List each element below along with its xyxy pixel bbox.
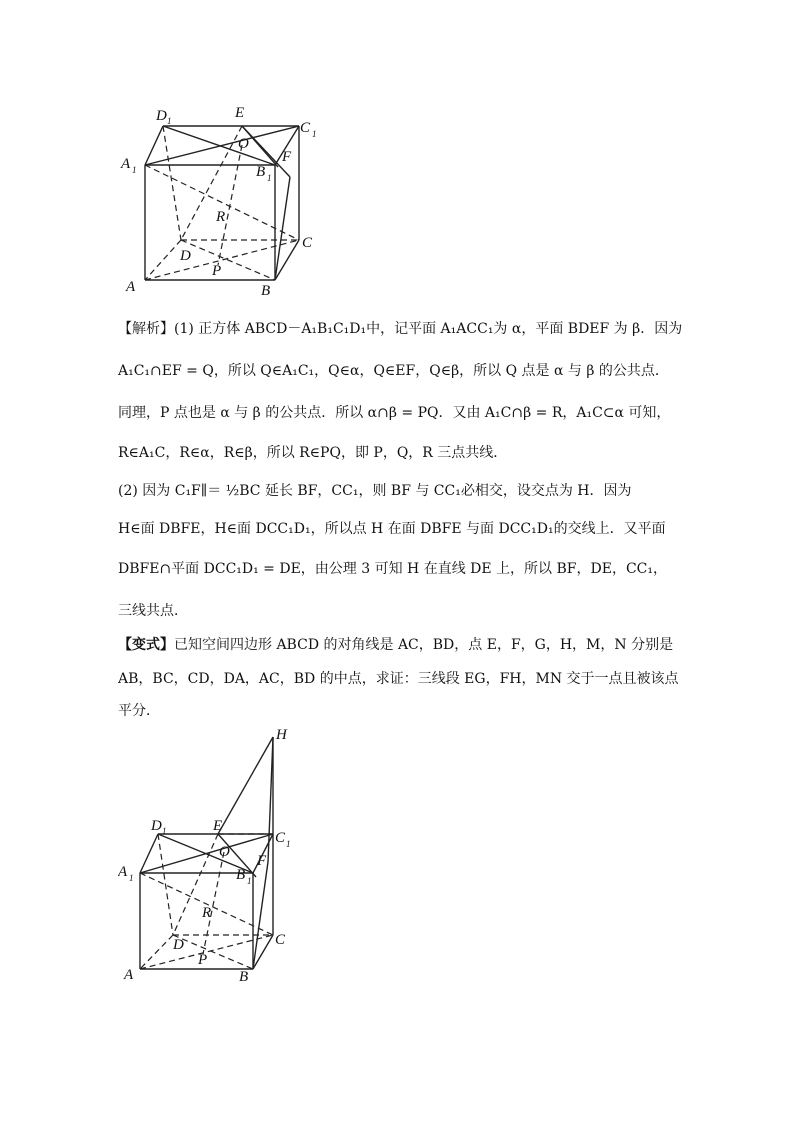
line-FB [253, 862, 268, 969]
svg-text:1: 1 [167, 116, 172, 126]
label-F: F [257, 853, 267, 869]
label-D1: D [151, 818, 162, 834]
solution-text [118, 312, 698, 732]
line-HE [218, 737, 273, 834]
text-line-6: H∈面 DBFE，H∈面 DCC₁D₁，所以点 H 在面 DBFE 与面 DCC₁D₁的交线上．又平面 [118, 521, 666, 537]
label-D: D [173, 937, 184, 953]
label-A: A [124, 967, 134, 983]
label-P: P [198, 952, 208, 968]
line-HF [268, 737, 273, 862]
label-B1: B [236, 867, 246, 883]
label-R: R [202, 905, 212, 921]
svg-text:1: 1 [286, 839, 291, 849]
label-B1: B [256, 164, 266, 180]
label-D: D [180, 248, 191, 264]
label-D1: D [156, 108, 167, 124]
text-line-4: R∈A₁C，R∈α，R∈β，所以 R∈PQ，即 P，Q，R 三点共线． [118, 445, 508, 461]
line-DB-hidden [173, 935, 253, 969]
svg-text:1: 1 [162, 826, 167, 836]
line-DB-hidden [181, 240, 275, 280]
svg-text:1: 1 [312, 129, 317, 139]
variant-label: 【变式】 [118, 637, 174, 653]
label-C1: C [275, 830, 286, 846]
text-line-8: 三线共点． [118, 603, 188, 619]
label-R: R [216, 209, 226, 225]
label-C: C [275, 932, 286, 948]
label-E: E [213, 818, 223, 834]
label-E: E [235, 105, 245, 121]
edge-D1A1 [145, 126, 163, 165]
label-H: H [276, 727, 287, 743]
label-Q: O [238, 136, 249, 152]
edge-DA-hidden [140, 935, 173, 969]
text-line-5: (2) 因为 C₁F∥＝ ½BC 延长 BF，CC₁，则 BF 与 CC₁必相交，设交点为 H．因为 [118, 483, 632, 499]
line-FB [275, 177, 290, 280]
label-A: A [126, 279, 136, 295]
edge-D1A1 [140, 834, 158, 873]
cube-figure-2 [118, 722, 318, 987]
label-A1: A [121, 156, 131, 172]
edge-D1D-hidden [158, 834, 173, 935]
label-C: C [302, 235, 313, 251]
label-B: B [239, 969, 249, 985]
text-line-2: A₁C₁∩EF = Q，所以 Q∈A₁C₁，Q∈α，Q∈EF，Q∈β，所以 Q 点是 α 与 β 的公共点． [118, 363, 669, 379]
label-B: B [261, 283, 271, 299]
edge-D1D-hidden [163, 126, 181, 240]
text-line-3: 同理，P 点也是 α 与 β 的公共点．所以 α∩β = PQ．又由 A₁C∩β = R，A₁C⊂α 可知， [118, 405, 671, 421]
svg-text:1: 1 [247, 876, 252, 886]
variant-line-2: AB，BC，CD，DA，AC，BD 的中点，求证：三线段 EG，FH，MN 交于一点且被该点 [118, 671, 679, 687]
line-A1C-hidden [145, 165, 299, 240]
svg-text:1: 1 [132, 165, 137, 175]
text-line-7: DBFE∩平面 DCC₁D₁ = DE，由公理 3 可知 H 在直线 DE 上，所以 BF，DE，CC₁， [118, 561, 667, 577]
variant-line-1: 【变式】已知空间四边形 ABCD 的对角线是 AC，BD，点 E，F，G，H，M，N 分别是 [118, 637, 674, 653]
edge-DA-hidden [145, 240, 181, 280]
line-QP-hidden [203, 852, 224, 954]
svg-text:1: 1 [129, 873, 134, 883]
label-Q: O [219, 844, 230, 860]
label-F: F [282, 149, 292, 165]
label-P: P [212, 263, 222, 279]
text-line-1: 【解析】(1) 正方体 ABCD－A₁B₁C₁D₁中，记平面 A₁ACC₁为 α，平面 BDEF 为 β．因为 [118, 321, 683, 337]
variant-line-3: 平分． [118, 703, 160, 719]
label-A1: A [118, 864, 128, 880]
label-C1: C [300, 120, 311, 136]
svg-text:1: 1 [267, 173, 272, 183]
cube-figure-1 [118, 95, 328, 305]
